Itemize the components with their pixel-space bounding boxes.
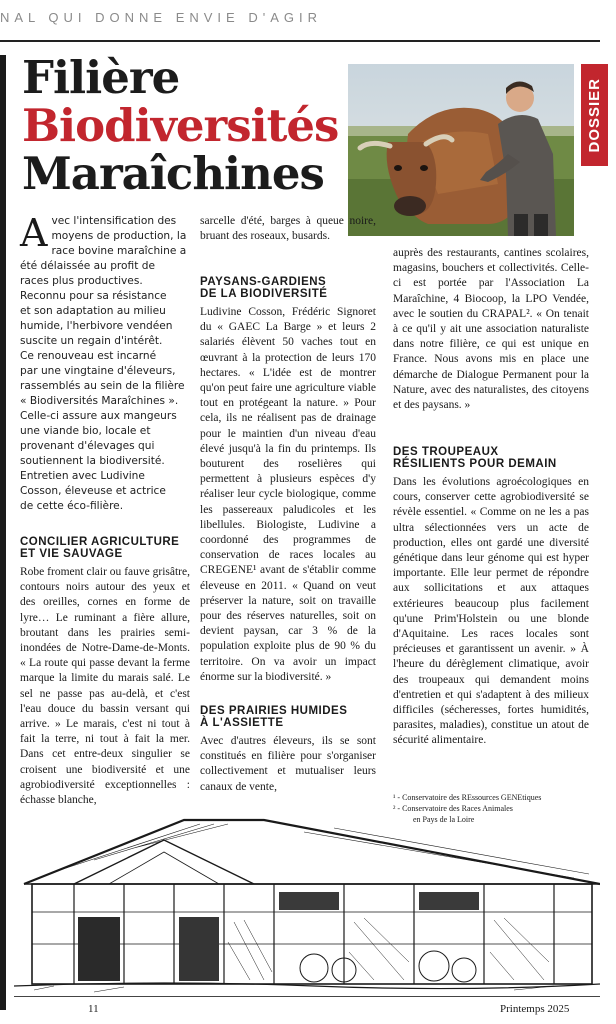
intro-line: race bovine maraîchine a	[51, 245, 187, 257]
farmer-with-cow-photo	[348, 64, 574, 236]
intro-line: humide, l'herbivore vendéen	[20, 320, 173, 332]
intro-line: Entretien avec Ludivine	[20, 470, 145, 482]
running-head: NAL QUI DONNE ENVIE D'AGIR	[0, 10, 322, 25]
section-prairies	[200, 705, 376, 795]
section-heading: PAYSANS-GARDIENS DE LA BIODIVERSITÉ	[200, 276, 328, 300]
intro-line: soutiennent la biodiversité.	[20, 455, 165, 467]
intro-line: de cette éco-filière.	[20, 500, 124, 512]
footnote-1: ¹ - Conservatoire des REssources GENEtiques	[393, 793, 542, 802]
intro-line: Cosson, éleveuse et actrice	[20, 485, 166, 497]
issue-season: Printemps 2025	[500, 1003, 570, 1015]
section-body: Dans les évolutions agroécologiques en cours, conserver cette agrobiodiversité se révèle essentiel. « Comme on ne les a pas ultra sélectionnées vers un acte de production, elles ont gardé une diversité génétique dans leur génome qui est hyper importante. Elle leur permet de répondre aux sollicitations et aux attaques extérieures beaucoup plus facilement qu'une Prim'Holstein ou une blonde d'Aquitaine. Les races locales sont précieuses et garantissent un avenir. » À l'heure du dérèglement climatique, avoir des troupeaux qui demandent moins d'entretien et qui s'adaptent à des milieux difficiles (sécheresses, fortes humidités, parasites, maladies), constitue un atout de sécurité alimentaire.	[393, 476, 589, 747]
left-margin-bar	[0, 55, 6, 1010]
footnote-2-continued: en Pays de la Loire	[413, 815, 475, 824]
barn-sketch	[14, 812, 600, 994]
intro-line: été délaissée au profit de	[20, 260, 155, 272]
title-line-3: Maraîchines	[22, 147, 324, 200]
column-c-top	[393, 246, 589, 413]
section-body: Robe froment clair ou fauve grisâtre, contours noirs autour des yeux et des oreilles, cornes en forme de lyre… Le ruminant a fière allure, broutant dans les prairies semi-inondées de Notre-Dame-de-Monts. « La route qui passe devant la ferme marque la limite du marais salé. Le sel ne passe pas au-delà, et c'est l'eau douce du bassin versant qui arrive. » Le marais, c'est ni tout à fait la terre, ni tout à fait la mer. Dans cet entre-deux singulier se croisent une biodiversité et une agrobiodiversité exceptionnelles : échasse blanche,	[20, 566, 190, 807]
intro-line: races plus productives.	[20, 275, 143, 287]
intro-text: A vec l'intensification des moyens de production, la race bovine maraîchine a été délaissée au profit de races plus productives. Reconnu pour sa résistance et son adaptation au milieu humide, l'herbivore vendéen suscite un regain d'intérêt. Ce renouveau est incarné par une vingtaine d'éleveurs, rassemblés au sein de la filière « Biodiversités Maraîchines ». Celle-ci assure aux mangeurs une viande bio, locale et provenant d'élevages qui soutiennent la biodiversité. Entretien avec Ludivine Cosson, éleveuse et actrice de cette éco-filière.	[20, 211, 187, 512]
section-heading: DES PRAIRIES HUMIDES À L'ASSIETTE	[200, 705, 348, 729]
intro-line: rassemblés au sein de la filière	[20, 380, 185, 392]
section-heading: DES TROUPEAUX RÉSILIENTS POUR DEMAIN	[393, 446, 557, 470]
section-body-continued: auprès des restaurants, cantines scolaires, magasins, bouchers et collectivités. Celle-ci est portée par l'Association La Maraîchine, 4 Biocoop, la LPO Vendée, avec le soutien du CRAPAL². « On tenait à ce qu'il y ait une association naturaliste dans notre filière, ce qui est unique en France. Nous avons mis en place une démarche de Dialogue Permanent pour la Nature, avec des naturalistes, des citoyens et des paysans. »	[393, 247, 589, 412]
intro-line: provenant d'élevages qui	[20, 440, 155, 452]
column-b-top	[200, 214, 376, 244]
section-body-continued: sarcelle d'été, barges à queue noire, bruant des roseaux, busards.	[200, 215, 376, 243]
section-tab-label: DOSSIER	[586, 77, 603, 153]
title-line-2: Biodiversités	[22, 99, 339, 152]
intro-line: par une vingtaine d'éleveurs,	[20, 365, 176, 377]
intro-line: Celle-ci assure aux mangeurs	[20, 410, 177, 422]
article-title	[22, 51, 339, 200]
title-line-1: Filière	[22, 51, 180, 104]
intro-block	[20, 211, 190, 514]
section-tab	[581, 64, 608, 166]
top-rule	[0, 40, 600, 42]
section-heading: CONCILIER AGRICULTURE ET VIE SAUVAGE	[20, 536, 180, 560]
section-paysans-gardiens	[200, 276, 376, 685]
intro-line: une viande bio, locale et	[20, 425, 151, 437]
section-body: Avec d'autres éleveurs, ils se sont constitués en filière pour s'organiser collectivement et mutualiser leurs canaux de vente,	[200, 735, 376, 793]
page-number: 11	[88, 1003, 99, 1015]
intro-line: vec l'intensification des	[51, 215, 177, 227]
intro-line: Reconnu pour sa résistance	[20, 290, 167, 302]
section-concilier	[20, 536, 190, 808]
section-body: Ludivine Cosson, Frédéric Signoret du « GAEC La Barge » et leurs 2 salariés élèvent 50 vaches tout en œuvrant à la protection de leurs 170 hectares. « L'idée est de montrer qu'on peut faire une agriculture viable tout en protégeant la nature. » Pour cela, ils ne réalisent pas de drainage pour le maintien d'un niveau d'eau élevé jusqu'à la fin du printemps. Ils bouturent des roselières qui permettent à plusieurs espèces d'y réaliser leur cycle biologique, comme les passereaux paludicoles et les libellules. Biologiste, Ludivine a coordonné des programmes de conservation de races locales au CREGENE¹ avant de s'établir comme éleveuse en 2011. « Quand on veut préserver la nature, soit on travaille pour des réserves naturelles, soit on devient paysan, car 3 % de la population exploite plus de 90 % du territoire. On va avoir un impact énorme sur la biodiversité. »	[200, 306, 376, 683]
footnote-2: ² - Conservatoire des Races Animales	[393, 804, 513, 813]
bottom-rule	[14, 996, 600, 997]
intro-line: et son adaptation au milieu	[20, 305, 166, 317]
intro-line: « Biodiversités Maraîchines ».	[20, 395, 179, 407]
section-troupeaux	[393, 446, 589, 749]
intro-line: moyens de production, la	[51, 230, 187, 242]
intro-line: suscite un regain d'intérêt.	[20, 335, 163, 347]
intro-line: Ce renouveau est incarné	[20, 350, 157, 362]
